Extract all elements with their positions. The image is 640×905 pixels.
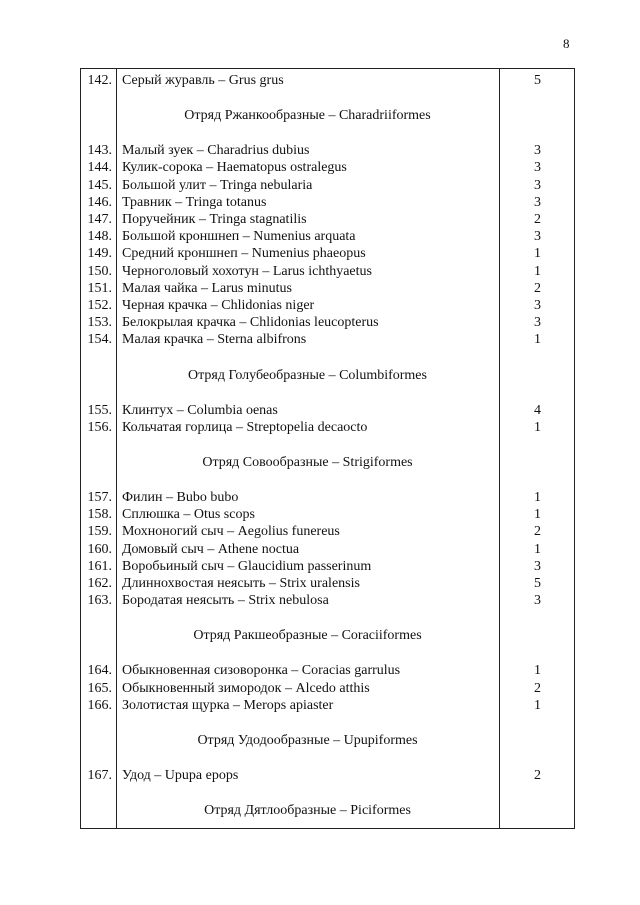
species-name: Обыкновенный зимородок – Alcedo atthis xyxy=(122,680,370,696)
species-value: 1 xyxy=(534,697,541,713)
table-row xyxy=(81,297,574,314)
species-value: 2 xyxy=(534,212,541,227)
species-value: 1 xyxy=(534,419,541,435)
species-value: 3 xyxy=(534,229,541,245)
species-name: Черная крачка – Chlidonias niger xyxy=(122,298,315,313)
order-heading: Отряд Голубеобразные – Columbiformes xyxy=(188,367,427,383)
table-row xyxy=(81,680,574,697)
table-row xyxy=(81,142,574,159)
species-number: 160. xyxy=(87,541,112,557)
table-row xyxy=(81,541,574,558)
species-number: 166. xyxy=(87,697,112,713)
species-name: Кольчатая горлица – Streptopelia decaocto xyxy=(122,419,368,435)
species-number: 157. xyxy=(87,490,112,505)
species-name: Золотистая щурка – Merops apiaster xyxy=(122,697,334,713)
table-row xyxy=(81,592,574,609)
species-value: 2 xyxy=(534,524,541,540)
species-number: 151. xyxy=(87,280,112,296)
species-name: Клинтух – Columbia oenas xyxy=(122,402,278,418)
order-heading: Отряд Дятлообразные – Piciformes xyxy=(204,803,411,819)
species-value: 3 xyxy=(534,315,541,331)
table-row xyxy=(81,558,574,575)
species-value: 1 xyxy=(534,663,541,679)
species-number: 156. xyxy=(87,419,112,435)
species-name: Большой кроншнеп – Numenius arquata xyxy=(122,229,356,245)
species-number: 143. xyxy=(87,143,112,159)
table-row xyxy=(81,177,574,194)
species-number: 165. xyxy=(87,680,112,696)
species-name: Обыкновенная сизоворонка – Coracias garrulus xyxy=(122,663,401,679)
table-row xyxy=(81,506,574,523)
species-number: 153. xyxy=(87,315,112,331)
species-value: 3 xyxy=(534,558,541,574)
species-value: 3 xyxy=(534,143,541,159)
species-name: Длиннохвостая неясыть – Strix uralensis xyxy=(122,576,360,591)
species-name: Филин – Bubo bubo xyxy=(122,490,239,505)
table-row xyxy=(81,697,574,714)
table-row xyxy=(81,228,574,245)
species-name: Малая чайка – Larus minutus xyxy=(122,280,292,296)
species-value: 5 xyxy=(534,73,541,88)
species-value: 1 xyxy=(534,541,541,557)
table-row xyxy=(81,523,574,540)
species-name: Серый журавль – Grus grus xyxy=(122,73,284,88)
species-name: Малая крачка – Sterna albifrons xyxy=(122,332,307,348)
species-number: 147. xyxy=(87,212,112,227)
species-name: Домовый сыч – Athene noctua xyxy=(122,541,300,557)
species-number: 158. xyxy=(87,507,112,523)
species-number: 152. xyxy=(87,298,112,313)
species-number: 163. xyxy=(87,593,112,609)
species-name: Бородатая неясыть – Strix nebulosa xyxy=(122,593,329,609)
table-row xyxy=(81,419,574,436)
species-name: Белокрылая крачка – Chlidonias leucopterus xyxy=(122,315,379,331)
species-value: 4 xyxy=(534,402,541,418)
species-name: Большой улит – Tringa nebularia xyxy=(122,177,313,193)
table-row xyxy=(81,314,574,331)
table-row xyxy=(81,263,574,280)
species-value: 5 xyxy=(534,576,541,591)
species-number: 149. xyxy=(87,246,112,262)
page-number: 8 xyxy=(563,36,570,51)
table-row xyxy=(81,159,574,176)
species-value: 2 xyxy=(534,280,541,296)
species-name: Малый зуек – Charadrius dubius xyxy=(122,143,310,159)
species-number: 159. xyxy=(87,524,112,540)
species-number: 164. xyxy=(87,663,112,679)
species-number: 150. xyxy=(87,263,112,279)
species-value: 1 xyxy=(534,246,541,262)
species-value: 3 xyxy=(534,160,541,176)
species-number: 155. xyxy=(87,402,112,418)
table-row xyxy=(81,72,574,89)
species-number: 142. xyxy=(87,73,112,88)
species-table xyxy=(80,68,575,829)
order-heading: Отряд Удодообразные – Upupiformes xyxy=(197,733,418,748)
table-row xyxy=(81,662,574,679)
species-name: Мохноногий сыч – Aegolius funereus xyxy=(122,524,340,540)
species-value: 2 xyxy=(534,768,541,783)
species-name: Удод – Upupa epops xyxy=(122,768,239,783)
table-row xyxy=(81,331,574,348)
species-number: 146. xyxy=(87,194,112,210)
species-value: 2 xyxy=(534,680,541,696)
table-row xyxy=(81,194,574,211)
table-row xyxy=(81,245,574,262)
table-row xyxy=(81,575,574,592)
table-row xyxy=(81,280,574,297)
table-row xyxy=(81,211,574,228)
species-value: 1 xyxy=(534,490,541,505)
species-value: 3 xyxy=(534,593,541,609)
table-row xyxy=(81,767,574,784)
species-value: 3 xyxy=(534,177,541,193)
species-number: 144. xyxy=(87,160,112,176)
table-row xyxy=(81,402,574,419)
table-row xyxy=(81,489,574,506)
species-value: 1 xyxy=(534,507,541,523)
species-value: 1 xyxy=(534,332,541,348)
species-value: 3 xyxy=(534,298,541,313)
species-name: Поручейник – Tringa stagnatilis xyxy=(122,212,307,227)
species-name: Воробьиный сыч – Glaucidium passerinum xyxy=(122,558,372,574)
order-heading: Отряд Совообразные – Strigiformes xyxy=(202,455,413,470)
species-name: Травник – Tringa totanus xyxy=(122,194,267,210)
species-name: Средний кроншнеп – Numenius phaeopus xyxy=(122,246,366,262)
species-number: 161. xyxy=(87,558,112,574)
species-number: 148. xyxy=(87,229,112,245)
order-heading: Отряд Ржанкообразные – Charadriiformes xyxy=(184,108,431,124)
species-number: 167. xyxy=(87,768,112,783)
species-number: 162. xyxy=(87,576,112,591)
species-name: Сплюшка – Otus scops xyxy=(122,507,255,523)
species-name: Кулик-сорока – Haematopus ostralegus xyxy=(122,160,347,176)
species-value: 3 xyxy=(534,194,541,210)
species-value: 1 xyxy=(534,263,541,279)
order-heading: Отряд Ракшеобразные – Coraciiformes xyxy=(193,628,422,644)
species-name: Черноголовый хохотун – Larus ichthyaetus xyxy=(122,263,372,279)
species-number: 154. xyxy=(87,332,112,348)
species-number: 145. xyxy=(87,177,112,193)
